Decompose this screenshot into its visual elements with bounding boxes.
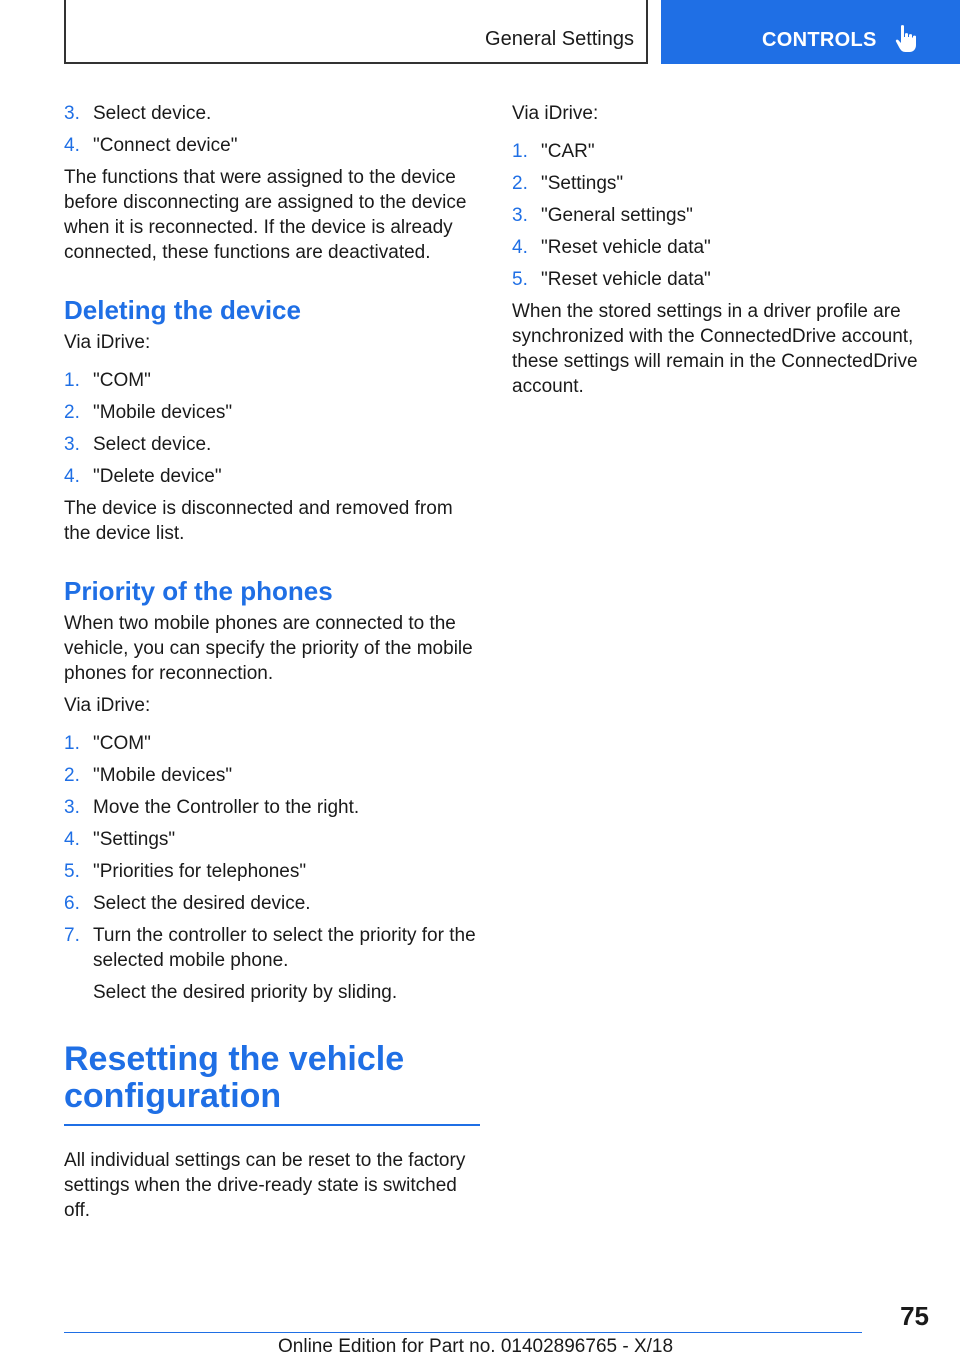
list-item [64, 731, 479, 756]
step-text: "COM" [93, 733, 151, 754]
list-item [64, 133, 479, 158]
list-item [512, 267, 932, 292]
step-text: Select device. [93, 103, 212, 124]
footer-divider [64, 1332, 862, 1333]
reset-steps-list [512, 139, 932, 292]
step-number: 2. [64, 402, 80, 423]
step-text: "COM" [93, 370, 151, 391]
header-section-box [64, 0, 648, 64]
heading-priority-phones: Priority of the phones [64, 576, 333, 606]
list-item [512, 171, 932, 196]
chapter-title: CONTROLS [762, 29, 877, 51]
step-number: 4. [512, 237, 528, 258]
delete-result-paragraph: The device is disconnected and removed from the device list. [64, 498, 453, 544]
pointing-hand-icon [893, 24, 919, 54]
step-number: 3. [64, 797, 80, 818]
list-item [64, 368, 479, 393]
step-text: "Mobile devices" [93, 765, 233, 786]
step-number: 4. [64, 466, 80, 487]
step-number: 4. [64, 829, 80, 850]
right-column [512, 101, 932, 406]
left-column [64, 101, 479, 1230]
list-item [64, 464, 479, 489]
step-text: "CAR" [541, 141, 595, 162]
via-idrive-label: Via iDrive: [64, 695, 151, 716]
step-number: 5. [64, 861, 80, 882]
step-text: "Reset vehicle data" [541, 237, 711, 258]
reconnect-paragraph: The functions that were assigned to the device before disconnecting are assigned to the device when it is reconnected. If the device is already connected, these functions are deactivated. [64, 167, 467, 263]
page-number: 75 [900, 1301, 929, 1331]
list-item [64, 891, 479, 916]
step-number: 4. [64, 135, 80, 156]
list-item [64, 763, 479, 788]
reset-paragraph: All individual settings can be reset to the factory settings when the drive-ready state is switched off. [64, 1150, 466, 1221]
list-item [64, 101, 479, 126]
step-text: "Settings" [93, 829, 176, 850]
priority-steps-list [64, 731, 479, 1005]
list-item [64, 827, 479, 852]
step-number: 1. [512, 141, 528, 162]
step-body [93, 923, 479, 1005]
step-number: 2. [512, 173, 528, 194]
heading-deleting-device: Deleting the device [64, 295, 301, 325]
heading-resetting-configuration: Resetting the vehicle configuration [64, 1041, 480, 1126]
step-number: 6. [64, 893, 80, 914]
via-idrive-label: Via iDrive: [512, 103, 599, 124]
step-text: "General settings" [541, 205, 693, 226]
list-item [512, 235, 932, 260]
step-text: "Priorities for telephones" [93, 861, 307, 882]
sync-paragraph: When the stored settings in a driver profile are synchronized with the ConnectedDrive account, these settings will remain in the ConnectedDrive account. [512, 301, 918, 397]
step-text: "Connect device" [93, 135, 238, 156]
step-number: 7. [64, 925, 80, 946]
list-item [64, 923, 479, 1005]
step-number: 3. [64, 434, 80, 455]
step-text: "Reset vehicle data" [541, 269, 711, 290]
list-item [64, 400, 479, 425]
step-text: Move the Controller to the right. [93, 797, 360, 818]
delete-steps-list [64, 368, 479, 489]
step-text: Turn the controller to select the priority for the selected mobile phone. [93, 925, 476, 971]
step-number: 5. [512, 269, 528, 290]
step-text: "Settings" [541, 173, 624, 194]
header-chapter-tab [661, 0, 960, 64]
step-number: 2. [64, 765, 80, 786]
list-item [64, 859, 479, 884]
priority-paragraph: When two mobile phones are connected to the vehicle, you can specify the priority of the mobile phones for reconnection. [64, 613, 473, 684]
step-text: Select the desired device. [93, 893, 311, 914]
step-subtext: Select the desired priority by sliding. [93, 982, 398, 1003]
list-item [64, 795, 479, 820]
edition-text: Online Edition for Part no. 01402896765 - X/18 [278, 1336, 674, 1357]
list-item [512, 203, 932, 228]
step-number: 3. [512, 205, 528, 226]
section-title: General Settings [485, 28, 634, 50]
list-item [64, 432, 479, 457]
via-idrive-label: Via iDrive: [64, 332, 151, 353]
continued-steps-list [64, 101, 479, 158]
step-text: Select device. [93, 434, 212, 455]
step-text: "Mobile devices" [93, 402, 233, 423]
list-item [512, 139, 932, 164]
step-text: "Delete device" [93, 466, 222, 487]
step-number: 1. [64, 733, 80, 754]
step-number: 1. [64, 370, 80, 391]
step-number: 3. [64, 103, 80, 124]
